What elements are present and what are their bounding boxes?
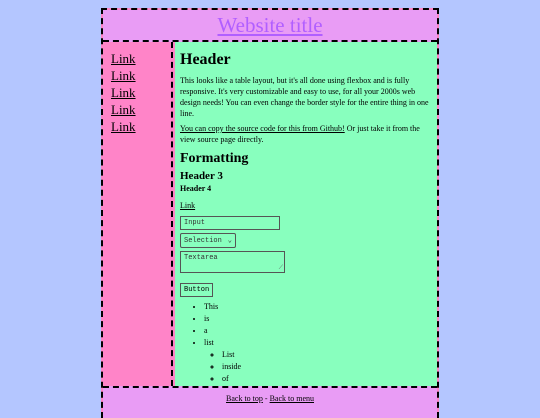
list-item-label: list bbox=[204, 338, 214, 347]
text-input[interactable] bbox=[180, 216, 280, 230]
textarea-field[interactable] bbox=[180, 251, 285, 273]
source-tail-text: Or just take it from the view source page directly. bbox=[180, 124, 420, 144]
back-to-top-link[interactable]: Back to top bbox=[226, 394, 263, 403]
sidebar-link-3[interactable]: Link bbox=[111, 85, 136, 100]
sidebar-link-2[interactable]: Link bbox=[111, 68, 136, 83]
textarea-placeholder: Textarea bbox=[184, 254, 218, 262]
back-to-menu-link[interactable]: Back to menu bbox=[269, 394, 314, 403]
demo-button[interactable]: Button bbox=[180, 283, 213, 297]
header-3: Header 3 bbox=[180, 170, 223, 182]
sidebar-link-1[interactable]: Link bbox=[111, 51, 136, 66]
page-frame bbox=[101, 8, 439, 418]
content-link[interactable]: Link bbox=[180, 201, 196, 210]
list-item: • This bbox=[204, 301, 431, 313]
site-header bbox=[103, 10, 437, 42]
nested-list-item: ◦ inside bbox=[222, 361, 431, 373]
site-title-link[interactable]: Website title bbox=[217, 13, 323, 37]
resize-grip-icon[interactable]: ⟋ bbox=[278, 264, 283, 271]
list-item: • is bbox=[204, 313, 431, 325]
source-paragraph bbox=[180, 123, 431, 145]
formatting-heading: Formatting bbox=[180, 151, 249, 166]
nested-list-item: ◦ of bbox=[222, 373, 431, 385]
github-link[interactable]: You can copy the source code for this from Github! bbox=[180, 124, 345, 133]
header-4: Header 4 bbox=[180, 184, 212, 193]
input-placeholder: Input bbox=[184, 219, 206, 227]
demo-list bbox=[180, 301, 431, 397]
intro-paragraph: This looks like a table layout, but it's all done using flexbox and is fully responsive. It's very customizable and easy to use, for all your 2000s web design needs! You can even change the border style for the entire thing in one line. bbox=[180, 76, 429, 118]
nested-list-item: ◦ List bbox=[222, 349, 431, 361]
sidebar-link-5[interactable]: Link bbox=[111, 119, 136, 134]
footer-separator: - bbox=[262, 394, 270, 403]
chevron-down-icon: ⌄ bbox=[227, 237, 232, 245]
select-value: Selection bbox=[184, 236, 222, 245]
list-item: • a bbox=[204, 325, 431, 337]
site-footer bbox=[103, 386, 437, 418]
sidebar-link-4[interactable]: Link bbox=[111, 102, 136, 117]
sidebar-nav bbox=[103, 42, 173, 386]
page-heading: Header bbox=[180, 51, 231, 68]
selection-dropdown[interactable] bbox=[180, 233, 236, 248]
main-content bbox=[175, 42, 437, 386]
